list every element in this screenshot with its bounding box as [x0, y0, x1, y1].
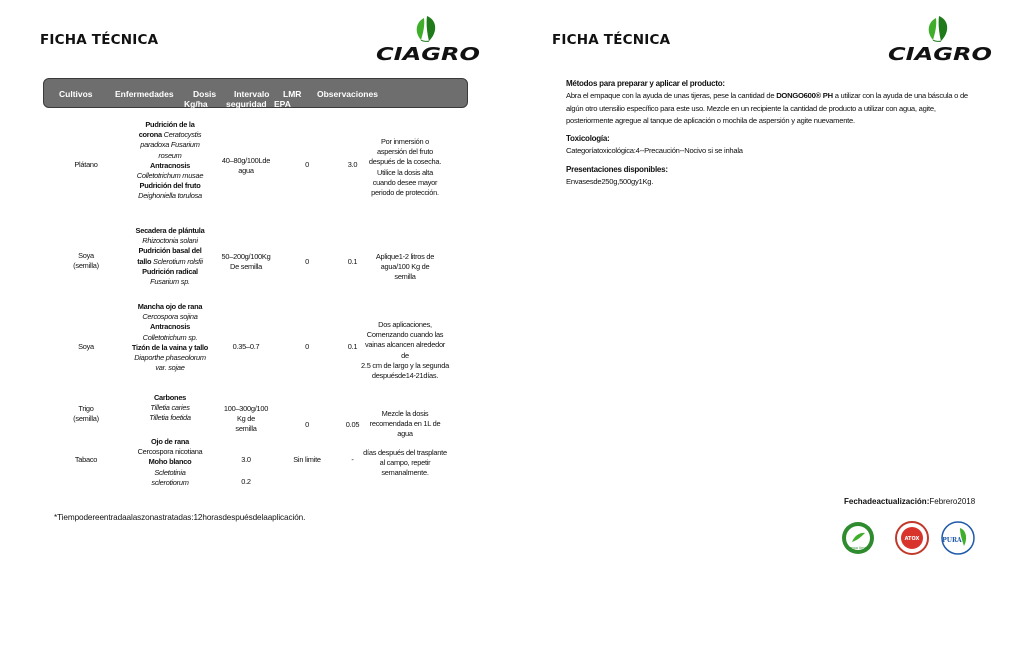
tox-text: Categoríatoxicológica:4--Precaución--Nocivo si se inhala — [566, 146, 743, 156]
observation-line: al campo, repetir — [379, 458, 431, 468]
svg-text:ATOX: ATOX — [904, 536, 920, 542]
lmr-value: 0.1 — [347, 342, 358, 351]
header-cultivos: Cultivos — [59, 89, 93, 99]
interval-cell — [282, 342, 332, 352]
pathogen-name: var. sojae — [155, 363, 185, 373]
dose-value: semilla — [235, 424, 257, 434]
pathogen-name: Ceratocystis — [163, 130, 202, 140]
pathogen-name: Fusarium sp. — [150, 277, 190, 287]
pres-title: Presentaciones disponibles: — [566, 165, 668, 174]
campo-limpio-icon — [840, 520, 876, 556]
disease-name: tallo Sclerotium rolsfii — [137, 256, 203, 266]
observations-cell — [350, 137, 460, 198]
dose-value: 100–300g/100 — [223, 404, 269, 413]
crop-cell — [56, 160, 116, 170]
crop-cell — [56, 404, 116, 424]
svg-text:CIAGRO: CIAGRO — [888, 44, 992, 64]
pathogen-name: Colletotrichum sp. — [142, 332, 198, 342]
crop-name: Soya — [78, 342, 94, 351]
observation-line: Aplique1-2 litros de — [375, 252, 435, 261]
observations-cell — [350, 448, 460, 479]
observation-line: semanalmente. — [381, 468, 429, 478]
header-seguridad: seguridad — [226, 99, 267, 109]
observation-line: periodo de protección. — [371, 188, 439, 198]
observation-line: de — [401, 350, 409, 360]
crop-name: (semilla) — [73, 414, 99, 424]
observation-line: agua — [397, 429, 413, 439]
header-dosis-unit: Kg/ha — [184, 99, 208, 109]
disease-name: corona Ceratocystis — [138, 130, 202, 140]
header-epa: EPA — [274, 99, 291, 109]
observation-line: Dos aplicaciones, — [378, 320, 432, 329]
disease-name: Moho blanco — [148, 457, 192, 467]
dose-value: De semilla — [230, 262, 262, 272]
table-header — [43, 78, 468, 108]
footnote: *Tiempodereentradaalaszonastratadas:12horasdespuésdelaaplicación. — [54, 513, 306, 522]
header-lmr: LMR — [283, 89, 302, 99]
dose-value: 40–80g/100Lde — [221, 156, 271, 165]
interval-value: Sin limite — [293, 455, 321, 464]
observation-line: agua/100 Kg de — [380, 262, 430, 272]
header-observaciones: Observaciones — [317, 89, 378, 99]
crop-name: Trigo — [78, 404, 94, 413]
methods-section — [566, 78, 978, 128]
date-label: Fechadeactualización: — [844, 497, 930, 506]
pathogen-name: Tilletia foetida — [149, 413, 191, 423]
disease-name: Pudrición de la — [145, 120, 195, 129]
dose-value: 3.0 — [241, 455, 251, 464]
disease-name: Antracnosis — [150, 160, 190, 170]
lmr-value: 3.0 — [347, 160, 358, 169]
observation-line: vainas alcancen alrededor — [364, 340, 446, 350]
tox-title: Toxicología: — [566, 134, 610, 143]
dose-value: agua — [238, 166, 254, 176]
observations-cell — [350, 320, 460, 381]
pres-text: Envasesde250g,500gy1Kg. — [566, 177, 654, 187]
crop-name: Tabaco — [74, 455, 98, 464]
pura-icon — [940, 520, 976, 556]
dose-cell — [206, 342, 286, 352]
methods-text-1: Abra el empaque con la ayuda de unas tijeras, pese la cantidad de — [566, 91, 777, 101]
observation-line: recomendada en 1L de — [369, 419, 441, 429]
lmr-value: 0.05 — [345, 420, 360, 429]
observation-line: Por inmersión o — [380, 137, 429, 146]
observation-line: aspersión del fruto — [376, 147, 434, 157]
page-title: FICHA TÉCNICA — [552, 32, 671, 48]
pathogen-name: Deighoniella torulosa — [138, 191, 202, 201]
page-title: FICHA TÉCNICA — [40, 32, 159, 48]
crop-name: (semilla) — [73, 261, 99, 271]
pathogen-name: sclerotiorum — [151, 477, 189, 487]
disease-name: Pudrición radical — [142, 266, 198, 276]
observations-cell — [350, 252, 460, 283]
observation-line: Comenzando cuando las — [366, 330, 444, 340]
header-dosis: Dosis — [193, 89, 217, 99]
atox-seal — [894, 520, 930, 556]
campo-limpio-seal — [840, 520, 876, 556]
crop-cell — [56, 342, 116, 352]
disease-name: Pudrición basal del — [138, 246, 202, 256]
pathogen-name: Rhizoctonia solani — [142, 236, 198, 246]
interval-cell — [282, 420, 332, 430]
disease-name: Tizón de la vaina y tallo — [131, 342, 209, 352]
dose-value: 50–200g/100Kg — [221, 252, 271, 261]
interval-value: 0 — [305, 160, 309, 169]
crop-cell — [56, 251, 116, 271]
pathogen-name: paradoxa Fusarium — [140, 140, 200, 150]
dose-value: Kg de — [236, 414, 256, 424]
ciagro-logo — [374, 14, 482, 64]
disease-name: Antracnosis — [150, 322, 190, 332]
ciagro-logo-icon — [886, 14, 994, 64]
header-intervalo: Intervalo — [234, 89, 270, 99]
disease-name: Mancha ojo de rana — [137, 302, 203, 311]
disease-name: Carbones — [153, 393, 187, 402]
methods-text-2: a utilizar con la ayuda de una báscula o de algún otro utensilio específico para este uso. Mezcle en un recipiente la cantidad de producto a utilizar con agua, agite, posteriormente agregue al tanque de aplicación o mochila de aspersión y agite nuevamente. — [566, 91, 968, 126]
crop-name: Soya — [78, 251, 94, 260]
interval-cell — [282, 160, 332, 170]
observation-line: semilla — [394, 272, 416, 282]
toxicology-section — [566, 133, 978, 158]
lmr-value: - — [351, 455, 354, 464]
presentations-section — [566, 164, 978, 189]
svg-text:CIAGRO: CIAGRO — [376, 44, 480, 64]
dose-cell — [206, 404, 286, 435]
observation-line: Utilice la dosis alta — [377, 167, 433, 177]
pathogen-name: Tilletia caries — [150, 403, 190, 413]
pathogen-name: roseum — [158, 150, 182, 160]
pathogen-name: Sclerotium rolsfii — [153, 256, 203, 266]
methods-title: Métodos para preparar y aplicar el producto: — [566, 79, 725, 88]
atox-icon — [894, 520, 930, 556]
interval-cell — [282, 455, 332, 465]
pathogen-name: Cercospora sojina — [142, 312, 198, 322]
interval-value: 0 — [305, 342, 309, 351]
observation-line: después de la cosecha. — [368, 157, 442, 167]
disease-name: Secadera de plántula — [135, 226, 205, 235]
disease-name: Ojo de rana — [151, 437, 189, 446]
update-date — [844, 497, 975, 506]
observation-line: cuando desee mayor — [372, 177, 438, 187]
dose-cell — [206, 455, 286, 487]
svg-text:PURA: PURA — [942, 537, 962, 544]
disease-name: Pudrición del fruto — [139, 181, 201, 191]
disease-cell — [116, 302, 224, 373]
ciagro-logo — [886, 14, 994, 64]
pathogen-name: Diaporthe phaseolorum — [134, 353, 206, 363]
interval-value: 0 — [305, 420, 309, 429]
dose-cell — [206, 252, 286, 272]
observation-line: despuésde14-21días. — [371, 371, 439, 381]
observation-line: días después del trasplante — [363, 448, 447, 457]
interval-cell — [282, 257, 332, 267]
date-value: Febrero2018 — [929, 497, 976, 506]
dose-value: 0.2 — [241, 477, 251, 487]
observation-line: 2.5 cm de largo y la segunda — [361, 360, 449, 370]
pathogen-name: Colletotrichum musae — [136, 171, 204, 181]
product-name: DONGO600® PH — [776, 91, 833, 101]
ciagro-logo-icon — [374, 14, 482, 64]
lmr-value: 0.1 — [347, 257, 358, 266]
svg-text:campo limpio: campo limpio — [845, 546, 871, 550]
interval-value: 0 — [305, 257, 309, 266]
pathogen-name: Cercospora nicotiana — [137, 447, 203, 457]
observations-cell — [350, 409, 460, 440]
dose-value: 0.35–0.7 — [232, 342, 260, 351]
crop-cell — [56, 455, 116, 465]
pathogen-name: Scletotinia — [154, 467, 186, 477]
crop-name: Plátano — [74, 160, 98, 169]
observation-line: Mezcle la dosis — [381, 409, 429, 418]
header-enfermedades: Enfermedades — [115, 89, 174, 99]
dose-cell — [206, 156, 286, 176]
pura-seal — [940, 520, 976, 556]
